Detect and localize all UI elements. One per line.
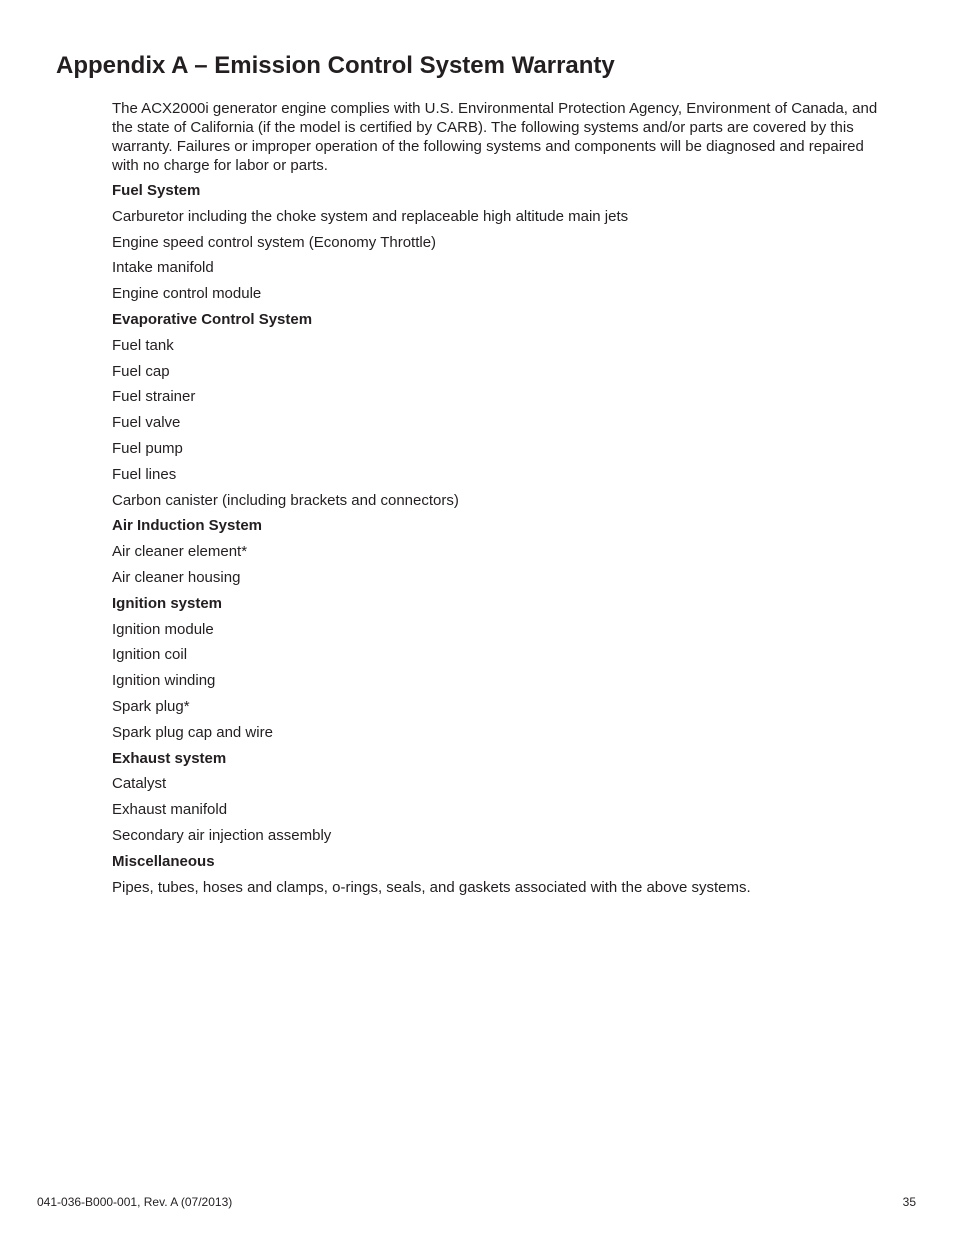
list-item: Spark plug cap and wire [112,723,273,741]
warranty-content [112,99,892,900]
list-item: Fuel pump [112,439,183,457]
section-miscellaneous [112,849,892,901]
list-item: Air cleaner element* [112,543,248,561]
list-item: Fuel valve [112,414,181,432]
section-air-induction-system [112,513,892,590]
section-heading: Exhaust system [112,749,227,767]
list-item: Ignition winding [112,672,216,690]
list-item: Catalyst [112,775,167,793]
section-heading: Air Induction System [112,517,263,535]
section-ignition-system [112,591,892,746]
list-item: Fuel lines [112,465,177,483]
list-item: Engine control module [112,285,262,303]
list-item: Carbon canister (including brackets and connectors) [112,491,459,509]
section-fuel-system [112,178,892,307]
list-item: Spark plug* [112,697,190,715]
list-item: Intake manifold [112,259,214,277]
section-heading: Miscellaneous [112,852,215,870]
section-exhaust-system [112,746,892,849]
footer-doc-number: 041-036-B000-001, Rev. A (07/2013) [37,1195,233,1209]
list-item: Engine speed control system (Economy Throttle) [112,233,437,251]
section-heading: Fuel System [112,182,201,199]
list-item: Air cleaner housing [112,568,241,586]
list-item: Pipes, tubes, hoses and clamps, o-rings, seals, and gaskets associated with the above systems. [112,878,751,896]
section-heading: Evaporative Control System [112,310,313,328]
list-item: Fuel tank [112,336,174,354]
section-evaporative-control-system [112,307,892,513]
list-item: Exhaust manifold [112,801,228,819]
list-item: Carburetor including the choke system and replaceable high altitude main jets [112,207,629,225]
intro-paragraph: The ACX2000i generator engine complies with U.S. Environmental Protection Agency, Environment of Canada, and the state of California (if the model is certified by CARB). The following systems and/or parts are covered by this warranty. Failures or improper operation of the following systems and components will be diagnosed and repaired with no charge for labor or parts. [112,100,878,174]
page-title: Appendix A – Emission Control System Warranty [56,52,615,79]
list-item: Fuel cap [112,362,170,380]
footer-page-number: 35 [902,1195,916,1209]
list-item: Secondary air injection assembly [112,826,332,844]
list-item: Fuel strainer [112,388,196,406]
list-item: Ignition coil [112,646,188,664]
list-item: Ignition module [112,620,214,638]
section-heading: Ignition system [112,594,223,612]
warranty-sections [112,178,892,900]
